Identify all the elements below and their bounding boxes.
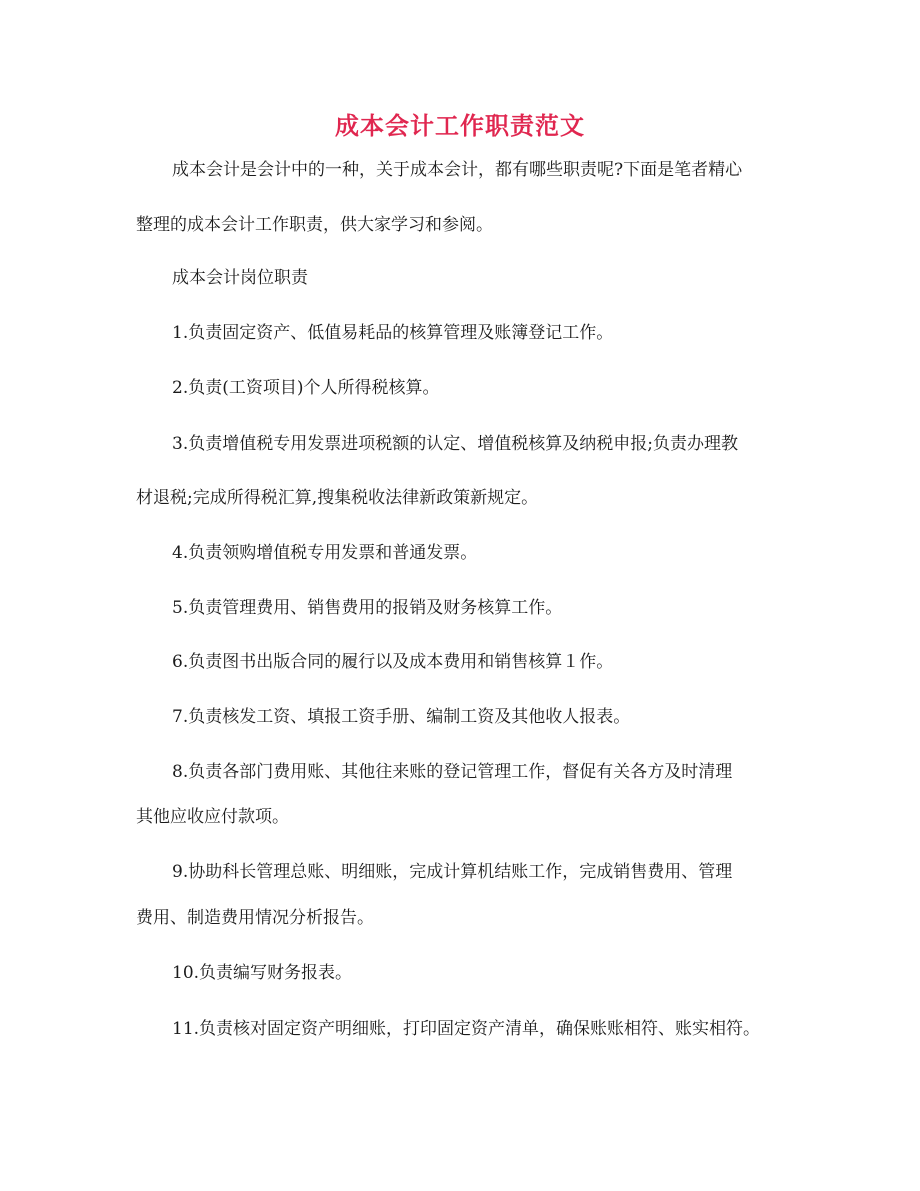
list-item-7: 7.负责核发工资、填报工资手册、编制工资及其他收人报表。: [172, 707, 631, 727]
list-item-3-line-1: 3.负责增值税专用发票进项税额的认定、增值税核算及纳税申报;负责办理教: [172, 434, 738, 454]
section-heading: 成本会计岗位职责: [172, 268, 308, 288]
intro-line-2: 整理的成本会计工作职责，供大家学习和参阅。: [136, 215, 493, 235]
intro-line-1: 成本会计是会计中的一种，关于成本会计，都有哪些职责呢?下面是笔者精心: [172, 160, 743, 180]
list-item-6: 6.负责图书出版合同的履行以及成本费用和销售核算１作。: [172, 652, 614, 672]
list-item-3-line-2: 材退税;完成所得税汇算,搜集税收法律新政策新规定。: [136, 488, 539, 508]
list-item-8-line-1: 8.负责各部门费用账、其他往来账的登记管理工作，督促有关各方及时清理: [172, 762, 733, 782]
list-item-5: 5.负责管理费用、销售费用的报销及财务核算工作。: [172, 598, 563, 618]
list-item-1: 1.负责固定资产、低值易耗品的核算管理及账簿登记工作。: [172, 323, 614, 343]
list-item-2: 2.负责(工资项目)个人所得税核算。: [172, 378, 440, 398]
list-item-8-line-2: 其他应收应付款项。: [136, 807, 289, 827]
list-item-11: 11.负责核对固定资产明细账，打印固定资产清单，确保账账相符、账实相符。: [172, 1019, 761, 1039]
list-item-4: 4.负责领购增值税专用发票和普通发票。: [172, 543, 478, 563]
list-item-9-line-1: 9.协助科长管理总账、明细账，完成计算机结账工作，完成销售费用、管理: [172, 862, 733, 882]
list-item-9-line-2: 费用、制造费用情况分析报告。: [136, 908, 374, 928]
list-item-10: 10.负责编写财务报表。: [172, 963, 353, 983]
document-title: 成本会计工作职责范文: [335, 112, 585, 140]
